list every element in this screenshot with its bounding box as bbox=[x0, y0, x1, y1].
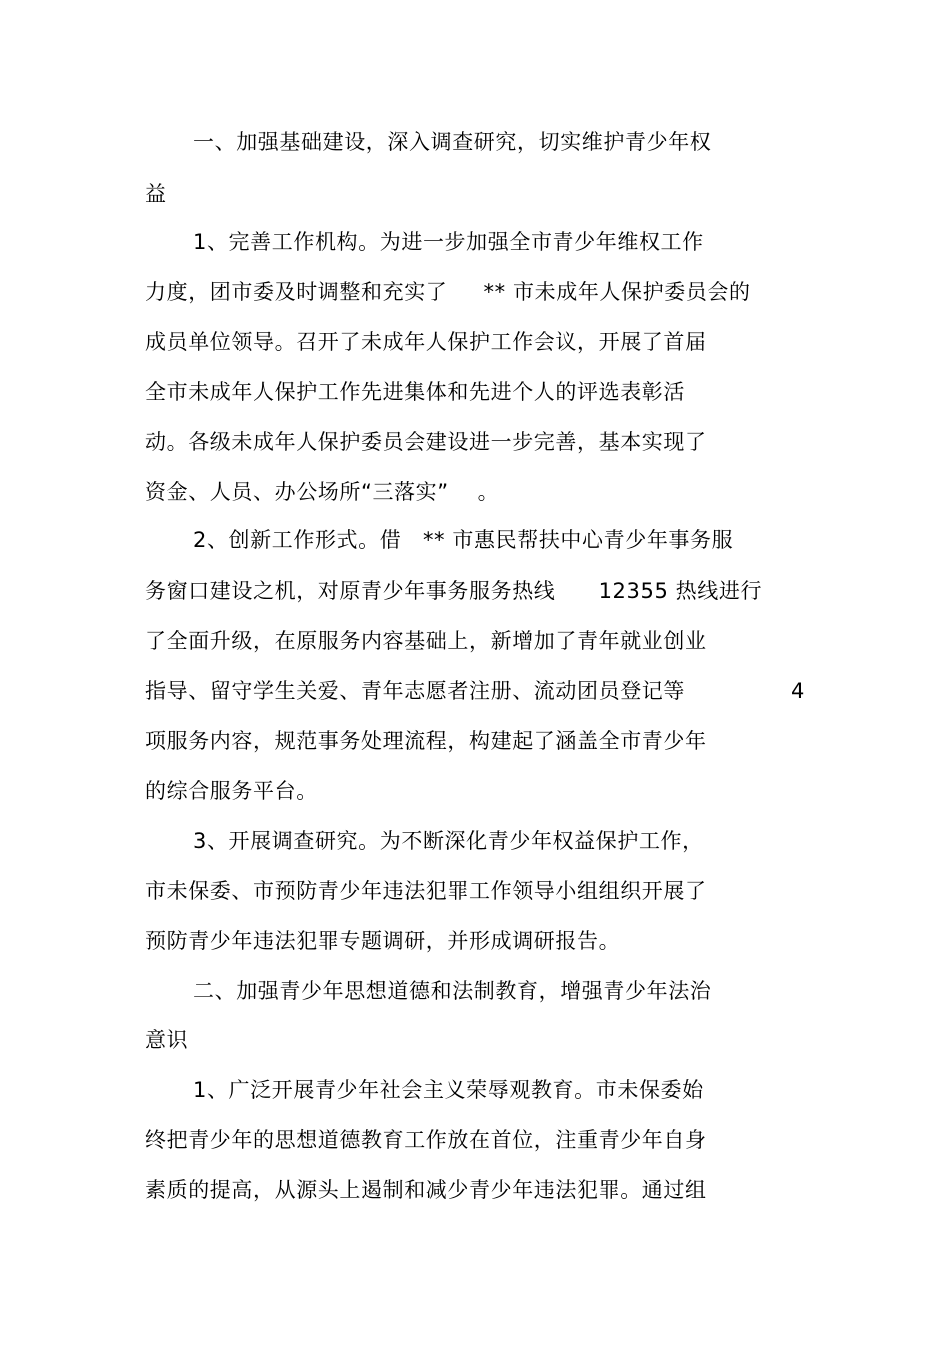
paragraph-line: 全市未成年人保护工作先进集体和先进个人的评选表彰活 bbox=[145, 380, 685, 404]
heading-section-2-cont: 意识 bbox=[145, 1028, 189, 1052]
paragraph-line-number: 4 bbox=[791, 679, 805, 703]
paragraph-line: 预防青少年违法犯罪专题调研，并形成调研报告。 bbox=[145, 929, 621, 953]
heading-section-1-cont: 益 bbox=[145, 182, 167, 206]
paragraph-line: 1、广泛开展青少年社会主义荣辱观教育。市未保委始 bbox=[193, 1078, 704, 1102]
heading-section-1: 一、加强基础建设，深入调查研究，切实维护青少年权 bbox=[193, 130, 712, 154]
paragraph-line: 务窗口建设之机，对原青少年事务服务热线 12355 热线进行 bbox=[145, 579, 763, 603]
paragraph-line: 2、创新工作形式。借 ** 市惠民帮扶中心青少年事务服 bbox=[193, 528, 734, 552]
paragraph-line: 指导、留守学生关爱、青年志愿者注册、流动团员登记等 bbox=[145, 679, 685, 703]
paragraph-line: 力度，团市委及时调整和充实了 ** 市未成年人保护委员会的 bbox=[145, 280, 751, 304]
paragraph-line: 1、完善工作机构。为进一步加强全市青少年维权工作 bbox=[193, 230, 704, 254]
heading-section-2: 二、加强青少年思想道德和法制教育，增强青少年法治 bbox=[193, 979, 712, 1003]
paragraph-line: 成员单位领导。召开了未成年人保护工作会议，开展了首届 bbox=[145, 330, 707, 354]
paragraph-line: 素质的提高，从源头上遏制和减少青少年违法犯罪。通过组 bbox=[145, 1178, 707, 1202]
paragraph-line: 了全面升级，在原服务内容基础上，新增加了青年就业创业 bbox=[145, 629, 707, 653]
paragraph-line: 资金、人员、办公场所“三落实” 。 bbox=[145, 480, 500, 504]
paragraph-line: 终把青少年的思想道德教育工作放在首位，注重青少年自身 bbox=[145, 1128, 707, 1152]
paragraph-line: 3、开展调查研究。为不断深化青少年权益保护工作， bbox=[193, 829, 704, 853]
paragraph-line: 动。各级未成年人保护委员会建设进一步完善，基本实现了 bbox=[145, 430, 707, 454]
paragraph-line: 项服务内容，规范事务处理流程，构建起了涵盖全市青少年 bbox=[145, 729, 707, 753]
paragraph-line: 的综合服务平台。 bbox=[145, 779, 318, 803]
paragraph-line: 市未保委、市预防青少年违法犯罪工作领导小组组织开展了 bbox=[145, 879, 707, 903]
